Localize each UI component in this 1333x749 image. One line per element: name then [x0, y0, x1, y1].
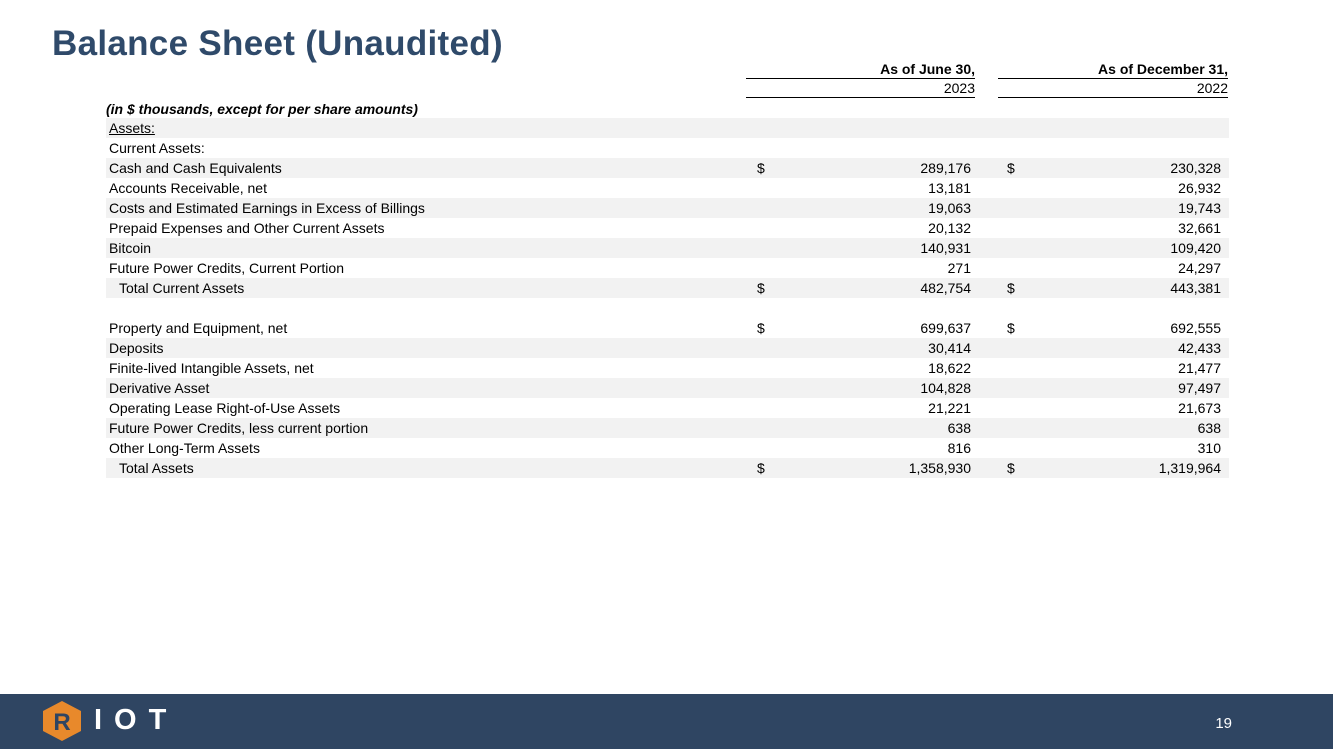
- value-2022: 230,328: [1170, 160, 1221, 176]
- value-2022: 109,420: [1170, 240, 1221, 256]
- logo-wordmark: IOT: [94, 704, 179, 736]
- row-label: Deposits: [109, 340, 164, 356]
- table-row: [106, 438, 1229, 458]
- row-label: Property and Equipment, net: [109, 320, 288, 336]
- value-2023: 18,622: [928, 360, 971, 376]
- value-2023: 1,358,930: [908, 460, 971, 476]
- table-row: [106, 338, 1229, 358]
- table-row: [106, 278, 1229, 298]
- currency-symbol: $: [1007, 160, 1015, 176]
- header-rule: [746, 78, 975, 79]
- table-row: [106, 178, 1229, 198]
- logo-letter: R: [53, 709, 71, 736]
- value-2023: 140,931: [920, 240, 971, 256]
- table-row: [106, 118, 1229, 138]
- riot-logo-icon: [40, 700, 84, 742]
- value-2023: 816: [947, 440, 971, 456]
- currency-symbol: $: [757, 460, 765, 476]
- row-label: Total Assets: [119, 460, 194, 476]
- value-2023: 20,132: [928, 220, 971, 236]
- value-2023: 271: [947, 260, 971, 276]
- table-row: [106, 198, 1229, 218]
- row-label: Bitcoin: [109, 240, 152, 256]
- value-2023: 21,221: [928, 400, 971, 416]
- value-2022: 42,433: [1178, 340, 1221, 356]
- header-rule: [998, 78, 1228, 79]
- value-2022: 443,381: [1170, 280, 1221, 296]
- table-row: [106, 398, 1229, 418]
- value-2023: 482,754: [920, 280, 971, 296]
- table-row: [106, 218, 1229, 238]
- value-2022: 26,932: [1178, 180, 1221, 196]
- page-title: Balance Sheet (Unaudited): [52, 24, 503, 63]
- row-label: Operating Lease Right-of-Use Assets: [109, 400, 341, 416]
- value-2023: 638: [947, 420, 971, 436]
- table-row: [106, 258, 1229, 278]
- row-label: Current Assets:: [109, 140, 205, 156]
- table-row: [106, 418, 1229, 438]
- column-year-2022: 2022: [1196, 80, 1228, 96]
- currency-symbol: $: [1007, 320, 1015, 336]
- table-row: [106, 378, 1229, 398]
- value-2023: 104,828: [920, 380, 971, 396]
- table-row: [106, 138, 1229, 158]
- value-2023: 30,414: [928, 340, 971, 356]
- value-2022: 32,661: [1178, 220, 1221, 236]
- value-2022: 21,673: [1178, 400, 1221, 416]
- row-label: Accounts Receivable, net: [109, 180, 267, 196]
- value-2023: 289,176: [920, 160, 971, 176]
- row-label: Total Current Assets: [119, 280, 245, 296]
- table-row: [106, 238, 1229, 258]
- column-header-june-2023: As of June 30,: [880, 61, 975, 77]
- currency-symbol: $: [1007, 460, 1015, 476]
- column-year-2023: 2023: [943, 80, 975, 96]
- header-rule: [746, 97, 975, 98]
- value-2022: 692,555: [1170, 320, 1221, 336]
- row-label: Finite-lived Intangible Assets, net: [109, 360, 314, 376]
- header-rule: [998, 97, 1228, 98]
- currency-symbol: $: [1007, 280, 1015, 296]
- currency-symbol: $: [757, 320, 765, 336]
- value-2022: 310: [1197, 440, 1221, 456]
- value-2022: 97,497: [1178, 380, 1221, 396]
- row-label: Costs and Estimated Earnings in Excess of Billings: [109, 200, 425, 216]
- value-2023: 699,637: [920, 320, 971, 336]
- footer-bar: [0, 694, 1333, 749]
- row-label: Other Long-Term Assets: [109, 440, 260, 456]
- balance-sheet-table: [106, 118, 1229, 478]
- page-number: 19: [1215, 715, 1232, 732]
- row-label: Assets:: [109, 120, 155, 136]
- value-2023: 13,181: [928, 180, 971, 196]
- value-2022: 638: [1197, 420, 1221, 436]
- row-label: Derivative Asset: [109, 380, 210, 396]
- table-row: [106, 458, 1229, 478]
- value-2022: 21,477: [1178, 360, 1221, 376]
- value-2022: 1,319,964: [1158, 460, 1221, 476]
- currency-symbol: $: [757, 160, 765, 176]
- value-2023: 19,063: [928, 200, 971, 216]
- value-2022: 24,297: [1178, 260, 1221, 276]
- row-label: Cash and Cash Equivalents: [109, 160, 282, 176]
- column-header-december-2022: As of December 31,: [1098, 61, 1228, 77]
- currency-symbol: $: [757, 280, 765, 296]
- table-row-spacer: [106, 298, 1229, 318]
- row-label: Future Power Credits, Current Portion: [109, 260, 344, 276]
- value-2022: 19,743: [1178, 200, 1221, 216]
- table-row: [106, 318, 1229, 338]
- units-note: (in $ thousands, except for per share amounts): [106, 101, 418, 117]
- table-row: [106, 358, 1229, 378]
- row-label: Prepaid Expenses and Other Current Assets: [109, 220, 385, 236]
- table-row: [106, 158, 1229, 178]
- row-label: Future Power Credits, less current portion: [109, 420, 369, 436]
